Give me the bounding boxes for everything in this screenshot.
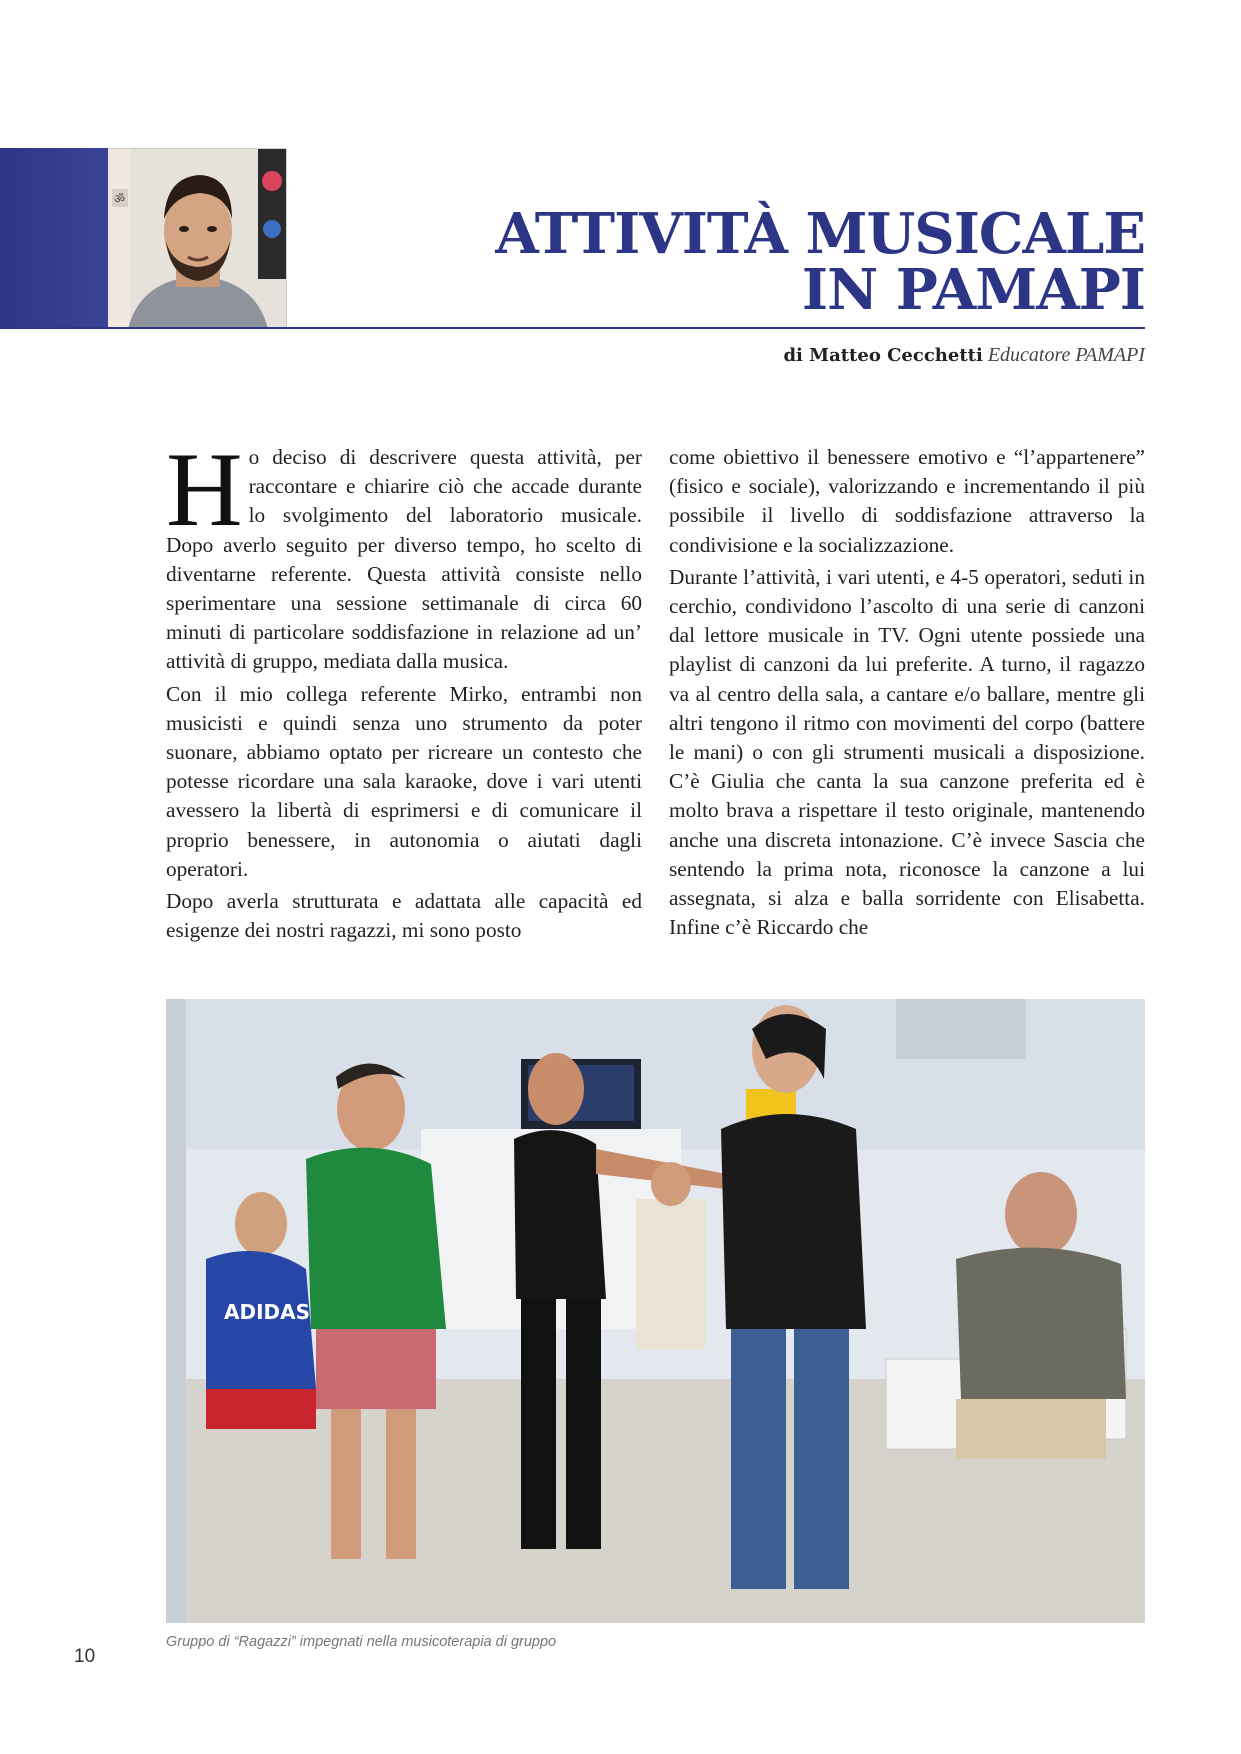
title-rule bbox=[0, 327, 1145, 329]
drop-cap: H bbox=[166, 431, 243, 548]
byline bbox=[783, 344, 1145, 367]
article-column-2 bbox=[669, 443, 1145, 945]
shirt-text: ADIDAS bbox=[224, 1300, 311, 1324]
title-line-2: IN PAMAPI bbox=[801, 257, 1145, 323]
author-role: Educatore PAMAPI bbox=[987, 344, 1145, 366]
title-line-1: ATTIVITÀ MUSICALE bbox=[495, 201, 1145, 267]
photo-caption: Gruppo di “Ragazzi” impegnati nella musicoterapia di gruppo bbox=[166, 1634, 557, 1650]
paragraph bbox=[166, 431, 642, 677]
article-title bbox=[495, 201, 1145, 323]
author-name: di Matteo Cecchetti bbox=[783, 345, 983, 366]
paragraph-text: o deciso di descrivere questa attività, per raccontare e chiarire ciò che accade durante lo svolgimento del laboratorio musicale. Dopo averlo seguito per diverso tempo, ho scelto di diventarne referente. Questa attività consiste nello sperimentare una sessione settimanale di circa 60 minuti di particolare soddisfazione in relazione ad un’ attività di gruppo, mediata dalla musica. bbox=[166, 445, 642, 674]
svg-text:ॐ: ॐ bbox=[114, 192, 125, 206]
author-portrait bbox=[108, 148, 287, 329]
paragraph: Dopo averla strutturata e adattata alle capacità ed esigenze dei nostri ragazzi, mi sono posto bbox=[166, 889, 642, 943]
paragraph: come obiettivo il benessere emotivo e “l’appartenere” (fisico e sociale), valorizzando e incrementando il più possibile il livello di soddisfazione attraverso la condivisione e la socializzazione. bbox=[669, 445, 1145, 557]
paragraph: Durante l’attività, i vari utenti, e 4-5 operatori, seduti in cerchio, condividono l’ascolto di una serie di canzoni dal lettore musicale in TV. Ogni utente possiede una playlist di canzoni da lui preferite. A turno, il ragazzo va al centro della sala, a cantare e/o ballare, mentre gli altri tengono il ritmo con movimenti del corpo (battere le mani) o con gli strumenti musicali a disposizione. C’è Giulia che canta la sua canzone preferita ed è molto brava a rispettare il testo originale, mantenendo anche una discreta intonazione. C’è invece Sascia che sentendo la prima nota, riconosce la canzone a lui assegnata, si alza e balla sorridente con Elisabetta. Infine c’è Riccardo che bbox=[669, 564, 1145, 940]
page-number: 10 bbox=[74, 1646, 96, 1667]
paragraph: Con il mio collega referente Mirko, entrambi non musicisti e quindi senza uno strumento da poter suonare, abbiamo optato per ricreare un contesto che potesse ricordare una sala karaoke, dove i vari utenti avessero la libertà di esprimersi e di comunicare il proprio benessere, in autonomia o aiutati dagli operatori. bbox=[166, 681, 642, 881]
group-music-photo bbox=[166, 999, 1145, 1623]
accent-band bbox=[0, 148, 108, 328]
article-column-1 bbox=[166, 431, 642, 948]
